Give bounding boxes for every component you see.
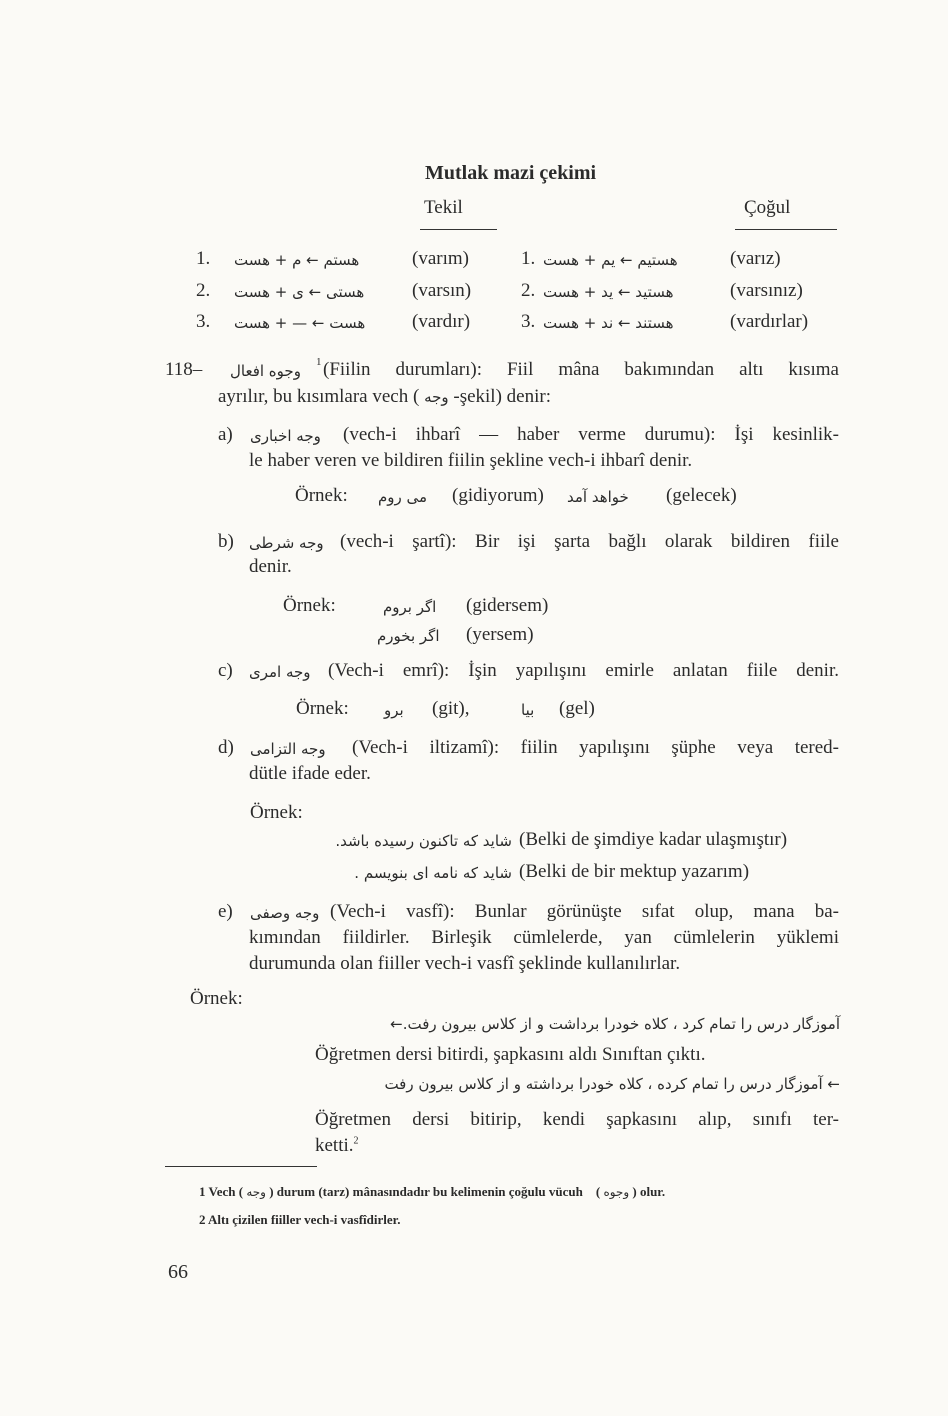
footnote-1-open-paren: ( xyxy=(595,1184,601,1199)
item-b-arabic: وجه شرطی xyxy=(249,534,324,552)
header-singular-rule xyxy=(420,229,497,230)
footnote-1-c: ) olur. xyxy=(632,1184,666,1199)
item-a-example-label: Örnek: xyxy=(295,485,348,506)
footnote-1-arabic-1: وجه xyxy=(246,1185,266,1199)
section-arabic-text: وجوه افعال xyxy=(230,362,301,380)
example-2-translation-1: Öğretmen dersi bitirdi, şapkasını aldı Sınıftan çıktı. xyxy=(315,1044,706,1065)
section-arabic-heading xyxy=(230,362,301,380)
row-translation: (vardır) xyxy=(412,311,471,332)
item-b-line-2: denir. xyxy=(249,556,292,577)
footnote-2-text: 2 Altı çizilen fiiller vech-i vasfîdirler. xyxy=(199,1212,401,1227)
footnote-1-a: 1 Vech ( xyxy=(199,1184,244,1199)
item-c-example-1-translation: (git), xyxy=(432,698,470,719)
footnote-1 xyxy=(199,1184,665,1200)
row-number-plural: 2. xyxy=(521,280,536,301)
header-singular: Tekil xyxy=(424,197,463,218)
item-d-line-1: (Vech-i iltizamî): fiilin yapılışını şüphe veya tered- xyxy=(352,737,839,758)
item-a-line-1: (vech-i ihbarî — haber verme durumu): İşi kesinlik- xyxy=(343,424,839,445)
row-number: 2. xyxy=(196,280,211,301)
item-a-arabic: وجه اخباری xyxy=(250,427,321,445)
item-d-label: d) xyxy=(218,737,234,758)
section-line-2-arabic: وجه xyxy=(424,388,449,406)
page-number: 66 xyxy=(168,1261,188,1283)
item-a-example-2-arabic: خواهد آمد xyxy=(567,488,629,506)
item-c-arabic: وجه امری xyxy=(249,663,311,681)
item-b-example-2-arabic: اگر بخورم xyxy=(377,627,440,645)
item-d-example-1-arabic: شاید که تاکنون رسیده باشد. xyxy=(335,832,512,850)
row-number: 1. xyxy=(196,248,211,269)
item-a-example-2-translation: (gelecek) xyxy=(666,485,737,506)
example-2-translation-2b xyxy=(315,1136,359,1155)
footnote-1-b: ) durum (tarz) mânasındadır bu kelimenin çoğulu vücuh xyxy=(269,1184,583,1199)
item-c-example-2-arabic: بیا xyxy=(521,701,535,719)
example-2-translation-2a: Öğretmen dersi bitirip, kendi şapkasını alıp, sınıfı ter- xyxy=(315,1109,839,1130)
example-2-translation-2b-text: ketti. xyxy=(315,1135,354,1156)
row-translation-plural: (varız) xyxy=(730,248,781,269)
item-b-line-1: (vech-i şartî): Bir işi şarta bağlı olarak bildiren fiile xyxy=(340,531,839,552)
footnote-2 xyxy=(199,1212,400,1228)
footnote-ref-2: 2 xyxy=(353,1135,359,1147)
row-arabic-plural: هستیم ← یم + هست xyxy=(543,251,678,269)
footnote-rule xyxy=(165,1166,317,1167)
header-plural: Çoğul xyxy=(744,197,791,218)
item-e-line-2: kımından fiildirler. Birleşik cümlelerde, yan cümlelerin yüklemi xyxy=(249,927,839,948)
row-arabic: هست ← — + هست xyxy=(234,314,366,332)
item-d-line-2: dütle ifade eder. xyxy=(249,763,371,784)
item-a-example-1-translation: (gidiyorum) xyxy=(452,485,544,506)
row-arabic-plural: هستید ← ید + هست xyxy=(543,283,674,301)
footnote-ref-1: 1 xyxy=(316,356,322,368)
row-number-plural: 1. xyxy=(521,248,536,269)
item-d-example-2-arabic: شاید که نامه ای بنویسم . xyxy=(354,864,512,882)
item-e-line-3: durumunda olan fiiller vech-i vasfî şeklinde kullanılırlar. xyxy=(249,953,681,974)
item-d-arabic: وجه التزامی xyxy=(250,740,326,758)
example-2-arabic-2: ← آموزگار درس را تمام کرده ، کلاه خودرا برداشته و از کلاس بیرون رفت xyxy=(384,1075,840,1093)
section-line-2b: -şekil) denir: xyxy=(453,386,551,407)
item-e-label: e) xyxy=(218,901,233,922)
row-number-plural: 3. xyxy=(521,311,536,332)
item-a-label: a) xyxy=(218,424,233,445)
item-a-example-1-arabic: می روم xyxy=(378,488,428,506)
item-b-example-label: Örnek: xyxy=(283,595,336,616)
item-a-line-2: le haber veren ve bildiren fiilin şekline vech-i ihbarî denir. xyxy=(249,450,693,471)
row-arabic-plural: هستند ← ند + هست xyxy=(543,314,674,332)
item-c-example-1-arabic: برو xyxy=(384,701,404,719)
header-plural-rule xyxy=(735,229,837,230)
item-e-line-1: (Vech-i vasfî): Bunlar görünüşte sıfat olup, mana ba- xyxy=(330,901,839,922)
item-b-label: b) xyxy=(218,531,234,552)
section-title: Mutlak mazi çekimi xyxy=(425,162,597,184)
item-c-example-label: Örnek: xyxy=(296,698,349,719)
example-2-label: Örnek: xyxy=(190,988,243,1009)
row-arabic: هستم ← م + هست xyxy=(234,251,360,269)
section-number: 118– xyxy=(165,359,203,380)
item-c-label: c) xyxy=(218,660,233,681)
item-c-line-1: (Vech-i emrî): İşin yapılışını emirle anlatan fiile denir. xyxy=(328,660,839,681)
section-line-2 xyxy=(218,387,551,406)
row-arabic: هستی ← ی + هست xyxy=(234,283,365,301)
item-d-example-2-translation: (Belki de bir mektup yazarım) xyxy=(519,861,750,882)
row-translation: (varım) xyxy=(412,248,469,269)
example-2-arabic-1: آموزگار درس را تمام کرد ، کلاه خودرا برداشت و از کلاس بیرون رفت.← xyxy=(390,1015,840,1033)
item-d-example-label: Örnek: xyxy=(250,802,303,823)
row-translation: (varsın) xyxy=(412,280,472,301)
item-c-example-2-translation: (gel) xyxy=(559,698,595,719)
row-translation-plural: (varsınız) xyxy=(730,280,803,301)
section-line-2a: ayrılır, bu kısımlara vech ( xyxy=(218,386,420,407)
item-b-example-1-arabic: اگر بروم xyxy=(383,598,437,616)
item-d-example-1-translation: (Belki de şimdiye kadar ulaşmıştır) xyxy=(519,829,788,850)
footnote-1-arabic-2: وجوه xyxy=(603,1185,630,1199)
item-b-example-1-translation: (gidersem) xyxy=(466,595,549,616)
row-translation-plural: (vardırlar) xyxy=(730,311,809,332)
section-line-1: (Fiilin durumları): Fiil mâna bakımından altı kısıma xyxy=(323,359,839,380)
row-number: 3. xyxy=(196,311,211,332)
item-e-arabic: وجه وصفی xyxy=(250,904,320,922)
item-b-example-2-translation: (yersem) xyxy=(466,624,534,645)
